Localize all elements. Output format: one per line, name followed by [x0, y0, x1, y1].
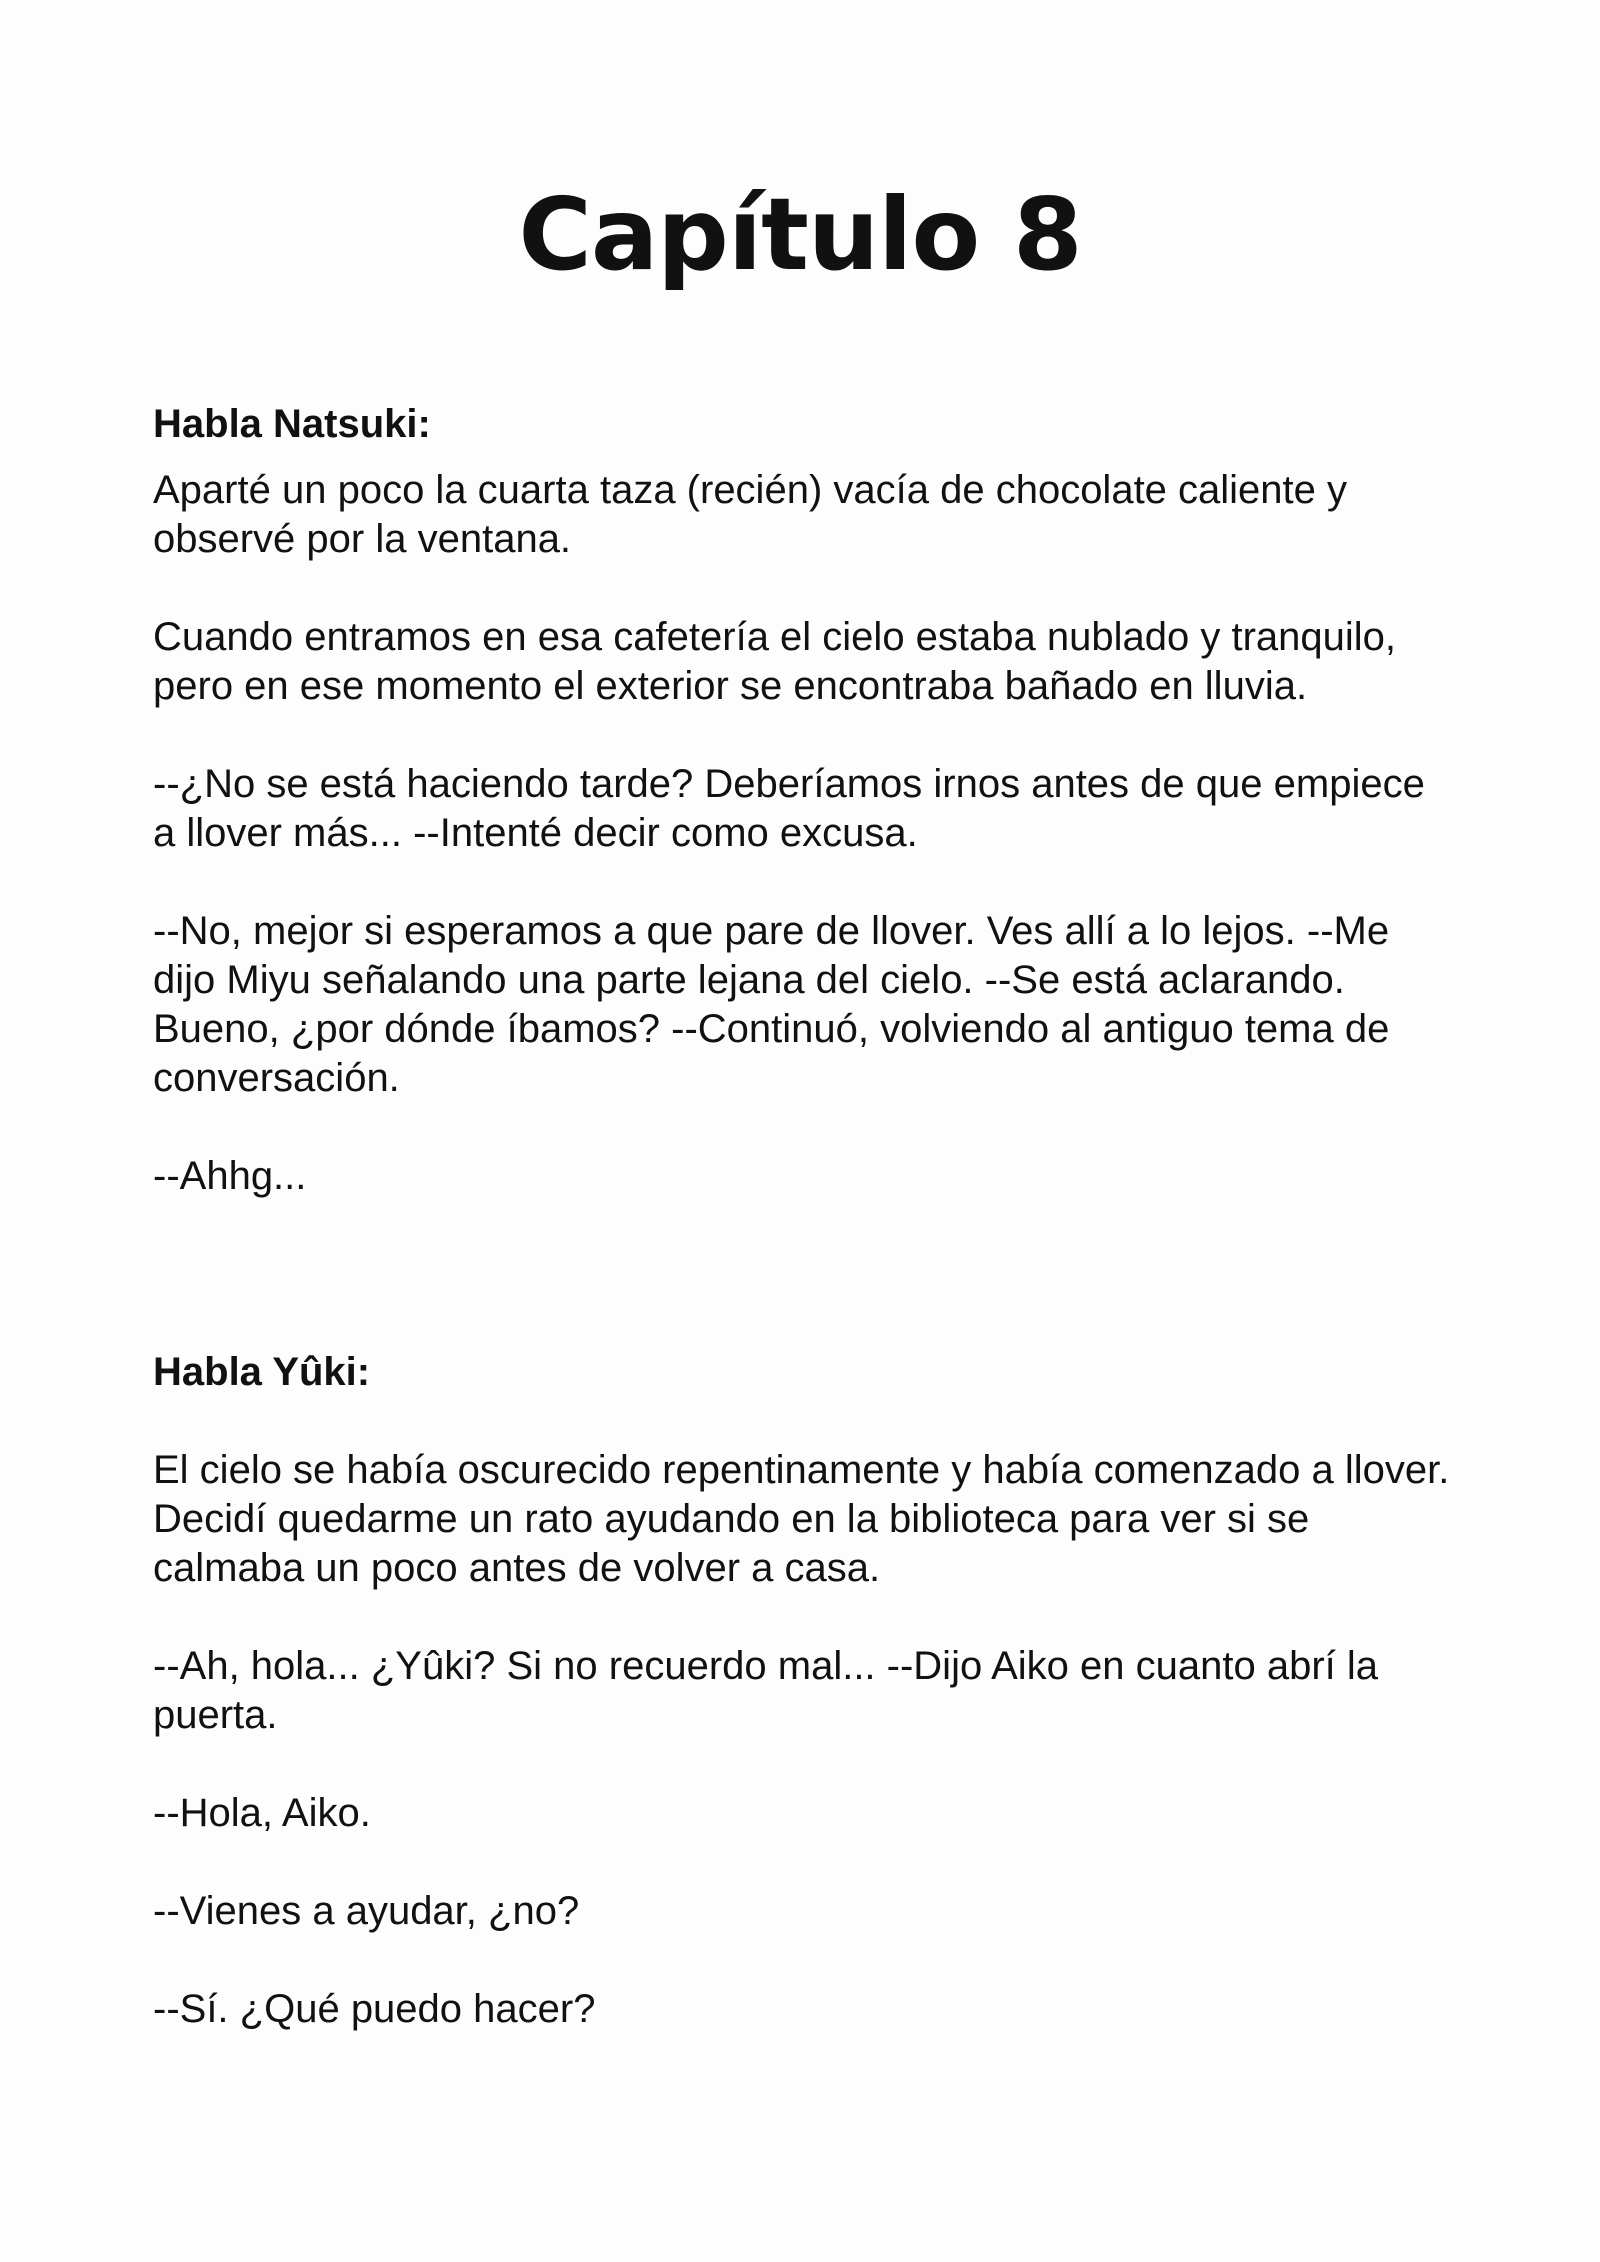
paragraph: --Vienes a ayudar, ¿no? — [153, 1889, 580, 1933]
paragraph: Cuando entramos en esa cafetería el cielo estaba nublado y tranquilo, pero en ese momento el exterior se encontraba bañado en lluvia. — [153, 615, 1397, 708]
paragraph: --Hola, Aiko. — [153, 1791, 371, 1835]
section-natsuki — [153, 400, 1453, 1201]
speaker-heading: Habla Yûki: — [153, 1350, 371, 1394]
paragraph: --No, mejor si esperamos a que pare de llover. Ves allí a lo lejos. --Me dijo Miyu señalando una parte lejana del cielo. --Se está aclarando. Bueno, ¿por dónde íbamos? --Continuó, volviendo al antiguo tema de conversación. — [153, 909, 1390, 1100]
paragraph: --¿No se está haciendo tarde? Deberíamos irnos antes de que empiece a llover más... --Intenté decir como excusa. — [153, 762, 1425, 855]
paragraph: El cielo se había oscurecido repentinamente y había comenzado a llover. Decidí quedarme un rato ayudando en la biblioteca para ver si se calmaba un poco antes de volver a casa. — [153, 1448, 1450, 1590]
paragraph: --Ah, hola... ¿Yûki? Si no recuerdo mal... --Dijo Aiko en cuanto abrí la puerta. — [153, 1644, 1379, 1737]
document-body — [153, 400, 1453, 2034]
paragraph: --Sí. ¿Qué puedo hacer? — [153, 1987, 596, 2031]
paragraph: --Ahhg... — [153, 1154, 307, 1198]
section-yuki — [153, 1348, 1453, 2034]
chapter-title: Capítulo 8 — [518, 176, 1082, 293]
speaker-heading: Habla Natsuki: — [153, 402, 431, 446]
paragraph: Aparté un poco la cuarta taza (recién) vacía de chocolate caliente y observé por la ventana. — [153, 468, 1348, 561]
